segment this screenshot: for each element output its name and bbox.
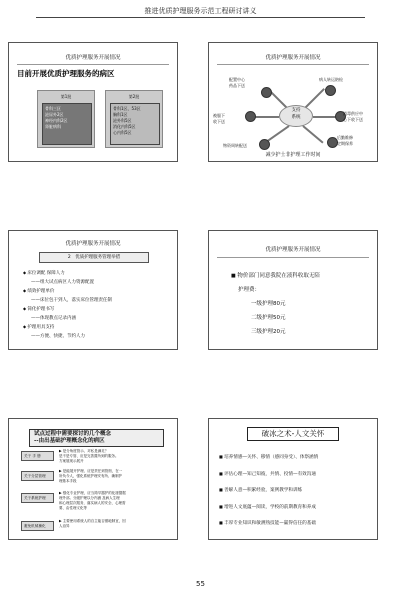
diagram-caption: 减少护士非护理工作时间 [265,152,321,158]
slide-title: 优质护理服务开展情况 [65,55,121,61]
ward-item: 泌尿外2区 [45,112,64,117]
list-subitem: ——组大试点病区人力资源配置 [31,279,94,285]
node-label-bottom-left: 物资周转配送 [223,143,247,148]
batch-box-left [37,90,95,148]
node-dot [245,111,256,122]
measure-list [23,269,112,341]
concept-row [21,469,173,485]
node-dot [259,139,270,150]
concept-row [21,491,173,510]
batch-label: 第1批 [60,94,72,99]
ward-item: 胸科1区 [113,112,128,117]
spoke-arrow [253,116,279,118]
list-item: ■ 增进人文底蕴—阅读，学校的前期教育和养成 [219,499,318,516]
concept-label: 关于 手 册 [21,451,54,461]
batch-ward-list [110,103,160,145]
slide-6 [208,418,378,540]
slide-corner-mark [8,230,28,238]
slide-5 [8,418,178,540]
node-label-left: 被服下 收下送 [213,113,225,124]
concept-row [21,519,173,535]
slide-corner-mark [208,42,228,50]
concept-label: 关于系统护理 [21,493,54,503]
list-subitem: 护理费： [238,287,261,293]
concept-label: 避免机械操化 [21,521,54,531]
ward-item: 骨科1区、53区 [113,106,141,111]
concept-desc: ▶ 主要使用系统人的自主能否照地制宜，因 人治异 [59,519,126,528]
list-item: ◆ 护理用具支持 [23,323,112,333]
slide-title: 试点过程中需要探讨的几个概念 --由出基础护理概念化的病区 [29,429,164,447]
section-bar: 2 优质护理服务管理举措 [39,252,149,263]
ward-item: 泌外科5区 [113,118,132,123]
fee-item: 三级护理20元 [251,329,286,335]
slide-4 [208,230,378,350]
slide-3 [8,230,178,350]
fee-item: 二级护理50元 [251,315,286,321]
node-label-top-left: 配置中心 药品下送 [229,77,245,88]
hub-label: 支持 系统 [291,108,301,120]
slide-2 [208,42,378,162]
concept-desc: ▶ 是能展开护理、应是责任到管细，在一 所负今人，强化系统护理安有所、确制护 理基本手段 [59,469,123,483]
concept-desc: ▶ 是分角度管示、对私是满足？ 是不是专管、应是完善置所到的服务。 方案展现示展开 [59,449,119,463]
node-dot [325,85,336,96]
slide-title: 优质护理服务开展情况 [65,241,121,247]
header-rule [36,17,365,18]
title-rule [217,257,369,258]
list-item: ◆ 床位调配 保障人力 [23,269,112,279]
slide-title: 优质护理服务开展情况 [265,247,321,253]
slide-corner-mark [8,42,28,50]
page-header: 推进优质护理服务示范工程研讨讲义 [144,7,257,15]
ward-item: 骨科三区 [45,106,61,111]
slide-title: 破冰之术-人文关怀 [247,427,339,441]
ward-item: 消化内科5区 [113,124,136,129]
list-item: ◆ 绩效护理单价 [23,287,112,297]
title-rule [217,64,369,65]
concept-desc: ▶ 强化专业护理，应当简早器护的化援据据 理外部。分级护理以分内涵 及病人生理 和心理层次服务，落实病人的安全、心理需 要、由性理义化等 [59,491,126,510]
slide-corner-mark [208,230,228,238]
concept-row [21,449,173,465]
node-label-top-right: 病人转运陪检 [319,77,343,82]
batch-box-right [105,90,163,148]
list-item: ■ 丰厚专业知识和敏测熟技能—赢得信任的基础 [219,515,318,532]
list-item: ■ 评估心理—知己知彼，共情、投情—有效沟通 [219,466,318,483]
node-label-bottom-right: 后勤维修 定期保养 [337,135,353,146]
slide-corner-mark [8,418,28,426]
slide-title: 优质护理服务开展情况 [265,55,321,61]
batch-label: 第2批 [128,94,140,99]
slide-corner-mark [208,418,228,426]
list-item: ■ 物价部门同意我院在液科收取无陪 [231,269,320,283]
care-list [219,449,318,532]
list-item: ■ 培养情感—关怀、移情（感同身受）、体察涵情 [219,449,318,466]
page-number: 55 [196,580,205,588]
concept-label: 关于分层管理 [21,471,54,481]
fee-list [231,269,320,339]
list-subitem: ——床位包干到人，落实床位管理责任制 [31,297,112,303]
list-subitem: ——方便、快捷、节约人力 [31,333,85,339]
ward-item: 心内科5区 [113,130,132,135]
ward-item: 肾脏病科 [45,124,61,129]
node-label-right: 消毒供应中 心下收下送 [343,111,363,122]
list-item: ◆ 简化护理书写 [23,305,112,315]
support-system-hub [279,105,313,127]
slide-1 [8,42,178,162]
list-subitem: ——体现教点记录内涵 [31,315,76,321]
slide-heading: 目前开展优质护理服务的病区 [17,69,115,78]
fee-item: 一级护理80元 [251,301,286,307]
list-item: ■ 善解人意—积累经验，案例教学和训练 [219,482,318,499]
title-rule [17,64,169,65]
ward-item: 神经内科2区 [45,118,68,123]
spoke-arrow [302,125,323,143]
node-dot [261,87,272,98]
batch-ward-list [42,103,92,145]
